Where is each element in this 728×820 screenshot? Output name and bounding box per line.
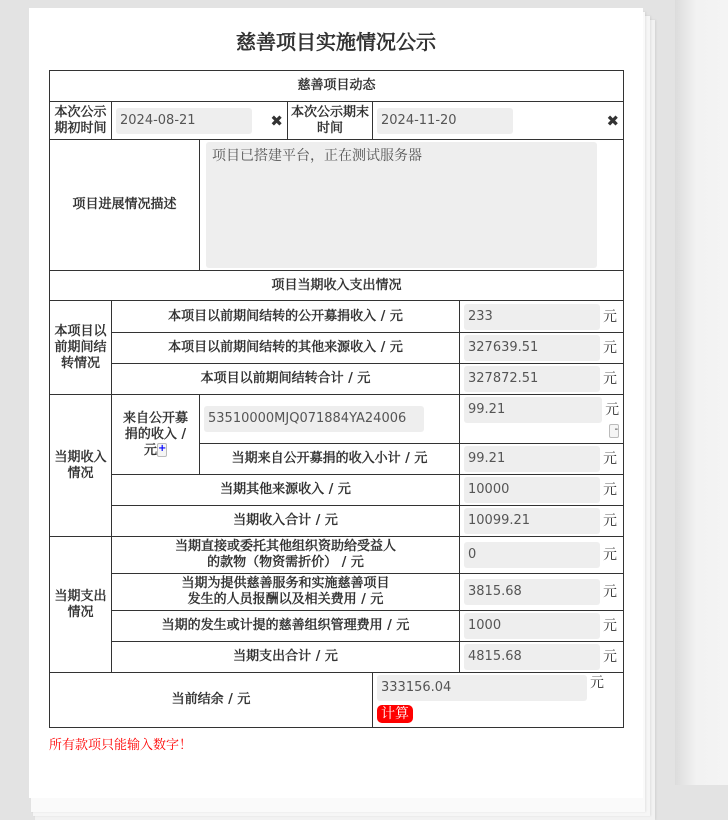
public-income-label: 来自公开募捐的收入 / 元	[122, 410, 188, 458]
amount-input[interactable]: 327639.51	[464, 335, 600, 361]
amount-input[interactable]: 0	[464, 542, 600, 568]
unit-label: 元	[605, 402, 620, 418]
clear-start-date-icon[interactable]: ✖	[270, 111, 283, 130]
desc-label: 项目进展情况描述	[50, 140, 200, 271]
start-date-label: 本次公示期初时间	[50, 102, 112, 140]
row-label: 本项目以前期间结转的公开募捐收入 / 元	[112, 301, 460, 333]
section-header: 项目当期收入支出情况	[50, 271, 624, 301]
row-label: 本项目以前期间结转的其他来源收入 / 元	[112, 333, 460, 364]
expense-group-label: 当期支出情况	[50, 537, 112, 673]
amount-input[interactable]: 233	[464, 304, 600, 330]
row-label: 本项目以前期间结转合计 / 元	[112, 364, 460, 395]
unit-label: 元	[603, 451, 617, 467]
remove-row-button[interactable]: -	[609, 424, 619, 438]
end-date-label: 本次公示期末时间	[288, 102, 373, 140]
amount-input[interactable]: 10099.21	[464, 508, 600, 534]
clear-end-date-icon[interactable]: ✖	[606, 111, 620, 130]
unit-label: 元	[603, 308, 617, 325]
balance-input[interactable]: 333156.04	[377, 675, 587, 701]
unit-label: 元	[603, 584, 617, 600]
desc-textarea[interactable]: 项目已搭建平台，正在测试服务器	[206, 142, 597, 268]
numeric-only-note: 所有款项只能输入数字！	[49, 738, 193, 753]
form-page	[29, 8, 643, 798]
side-pane	[675, 0, 728, 785]
unit-label: 元	[603, 513, 617, 529]
amount-input[interactable]: 99.21	[464, 397, 602, 423]
row-label: 当期直接或委托其他组织资助给受益人 的款物（物资需折价） / 元	[112, 537, 460, 574]
registration-code-input[interactable]: 53510000MJQ071884YA24006	[204, 406, 424, 432]
unit-label: 元	[603, 649, 617, 665]
amount-input[interactable]: 3815.68	[464, 579, 600, 605]
unit-label: 元	[603, 340, 617, 356]
page-title: 慈善项目实施情况公示	[236, 30, 436, 54]
section-header: 慈善项目动态	[50, 71, 624, 102]
start-date-input[interactable]: 2024-08-21	[116, 108, 252, 134]
calculate-button[interactable]: 计算	[377, 705, 413, 723]
unit-label: 元	[603, 371, 617, 387]
end-date-input[interactable]: 2024-11-20	[377, 108, 513, 134]
row-label: 当期为提供慈善服务和实施慈善项目 发生的人员报酬以及相关费用 / 元	[112, 574, 460, 611]
row-label: 当期支出合计 / 元	[112, 642, 460, 673]
income-group-label: 当期收入情况	[50, 395, 112, 537]
row-label: 当期其他来源收入 / 元	[112, 475, 460, 506]
row-label: 当期的发生或计提的慈善组织管理费用 / 元	[112, 611, 460, 642]
carry-group-label: 本项目以前期间结转情况	[50, 301, 112, 395]
amount-input[interactable]: 4815.68	[464, 644, 600, 670]
amount-input[interactable]: 10000	[464, 477, 600, 503]
unit-label: 元	[590, 675, 604, 691]
amount-input[interactable]: 99.21	[464, 446, 600, 472]
amount-input[interactable]: 327872.51	[464, 366, 600, 392]
add-row-button[interactable]: +	[157, 443, 167, 457]
unit-label: 元	[603, 482, 617, 498]
unit-label: 元	[603, 547, 617, 563]
balance-label: 当前结余 / 元	[50, 673, 373, 728]
row-label: 当期收入合计 / 元	[112, 506, 460, 537]
row-label: 当期来自公开募捐的收入小计 / 元	[200, 444, 460, 475]
amount-input[interactable]: 1000	[464, 613, 600, 639]
unit-label: 元	[603, 618, 617, 634]
disclosure-table	[49, 70, 624, 728]
